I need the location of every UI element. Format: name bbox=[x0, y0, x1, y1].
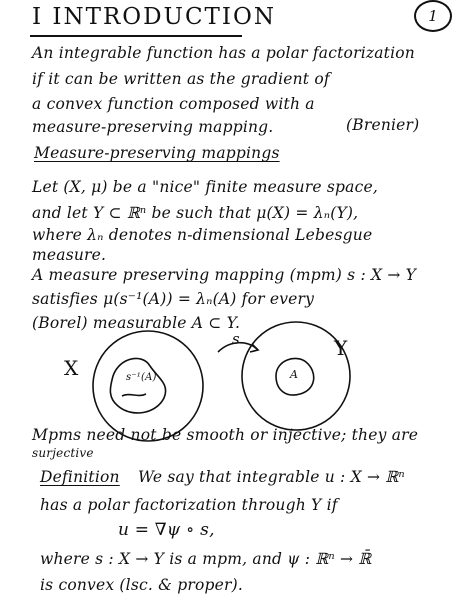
section-heading: Measure-preserving mappings bbox=[34, 144, 280, 162]
set-y-label: Y bbox=[334, 336, 348, 360]
body-line-2: and let Y ⊂ ℝⁿ be such that μ(X) = λₙ(Y), bbox=[32, 204, 359, 222]
definition-label: Definition bbox=[40, 468, 120, 486]
body-line-6: satisfies μ(s⁻¹(A)) = λₙ(A) for every bbox=[32, 290, 315, 308]
body-line-7: (Borel) measurable A ⊂ Y. bbox=[32, 314, 241, 332]
definition-line-1: We say that integrable u : X → ℝⁿ bbox=[138, 468, 405, 486]
definition-line-4: where s : X → Y is a mpm, and ψ : ℝⁿ → ℝ̄ bbox=[40, 550, 372, 568]
definition-line-2: has a polar factorization through Y if bbox=[40, 496, 338, 514]
page-number: 1 bbox=[414, 0, 452, 32]
map-label: s bbox=[232, 330, 240, 348]
intro-citation: (Brenier) bbox=[346, 116, 420, 134]
definition-line-5: is convex (lsc. & proper). bbox=[40, 576, 243, 594]
set-x-circle bbox=[93, 331, 203, 441]
body-line-1: Let (X, μ) be a "nice" finite measure space, bbox=[32, 178, 378, 196]
page-title: I INTRODUCTION bbox=[32, 4, 276, 30]
note-line-1: Mpms need not be smooth or injective; they are bbox=[32, 426, 419, 444]
note-line-2: surjective bbox=[32, 446, 94, 460]
preimage-label: s⁻¹(A) bbox=[126, 372, 157, 383]
body-line-3: where λₙ denotes n-dimensional Lebesgue bbox=[32, 226, 373, 244]
intro-line-4: measure-preserving mapping. bbox=[32, 118, 274, 136]
set-x-label: X bbox=[64, 356, 79, 380]
intro-line-2: if it can be written as the gradient of bbox=[32, 70, 330, 88]
intro-line-3: a convex function composed with a bbox=[32, 95, 315, 113]
image-label: A bbox=[290, 368, 299, 381]
intro-line-1: An integrable function has a polar factorization bbox=[32, 44, 415, 62]
body-line-5: A measure preserving mapping (mpm) s : X → Y bbox=[32, 266, 417, 284]
body-line-4: measure. bbox=[32, 246, 107, 264]
preimage-hatch bbox=[122, 394, 146, 396]
definition-equation: u = ∇ψ ∘ s, bbox=[118, 520, 215, 540]
preimage-region bbox=[110, 358, 165, 413]
